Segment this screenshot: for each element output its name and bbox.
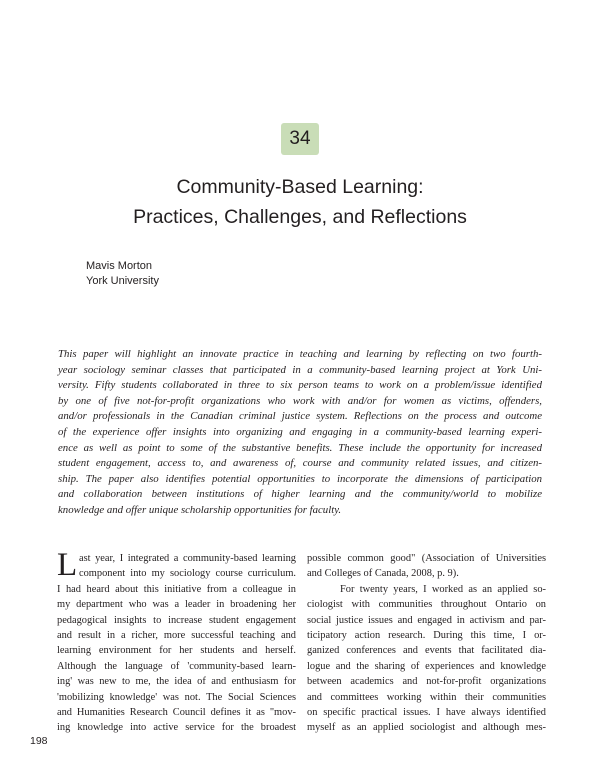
body-line: logue and the sharing of experiences and knowledge (307, 660, 546, 672)
body-line: ing' was new to me, the idea of and enthusiasm for (57, 676, 296, 688)
abstract-line: by one of five not-for-profit organizations who work with and/or for women as victims, offenders, (58, 394, 542, 407)
body-line: ast year, I integrated a community-based learning (79, 553, 296, 564)
abstract-line: and collaboration between institutions of higher learning and the community/world to mobilize (58, 488, 542, 501)
body-line: on specific practical issues. I have always identified (307, 707, 546, 719)
body-line: ing knowledge into active service for the broadest (57, 722, 296, 734)
abstract-line: year sociology seminar classes that participated in a community-based learning project at York Uni- (58, 363, 542, 376)
body-line: For twenty years, I worked as an applied so- (340, 583, 546, 595)
body-line: and Colleges of Canada, 2008, p. 9). (307, 568, 459, 580)
abstract-line: and/or professionals in the Canadian criminal justice system. Reflections on the process and outcome (58, 410, 542, 423)
body-line: Although the language of 'community-based learn- (57, 660, 296, 672)
abstract-line: This paper will highlight an innovate practice in teaching and learning by reflecting on two fourth- (58, 348, 542, 360)
body-line: ganized conferences and events that facilitated dia- (307, 645, 546, 657)
chapter-title (60, 172, 540, 232)
body-line: component into my sociology course curriculum. (79, 568, 296, 580)
page-number: 198 (30, 735, 48, 747)
body-line: I had heard about this initiative from a colleague in (57, 583, 296, 595)
drop-cap: L (57, 547, 78, 583)
author-block (86, 259, 159, 289)
abstract-line: knowledge and offer unique scholarship opportunities for faculty. (58, 503, 342, 516)
chapter-title-line-2: Practices, Challenges, and Reflections (133, 206, 467, 228)
body-line: myself as an applied sociologist and although mes- (307, 722, 546, 734)
body-line: 'mobilizing knowledge' was not. The Social Sciences (57, 691, 296, 703)
abstract-line: student engagement, access to, and awareness of, course and community related issues, and citizen- (58, 457, 542, 470)
body-line: ticipatory action research. During this time, I or- (307, 630, 546, 642)
body-line: my department who was a leader in broadening her (57, 599, 296, 611)
abstract-line: ship. The paper also identifies potential opportunities to incorporate the dimensions of participation (58, 472, 542, 485)
abstract (58, 347, 542, 519)
body-line: social justice issues and engaged in activism and par- (307, 614, 546, 626)
body-line: ciologist with communities throughout Ontario on (307, 599, 546, 611)
body-line: and committees working within their communities (307, 691, 546, 703)
chapter-number-badge (281, 123, 319, 155)
body-line: between academics and not-for-profit organizations (307, 676, 546, 688)
body-line: and Humanities Research Council defines it as "mov- (57, 707, 296, 719)
body-line: and result in a richer, more successful teaching and (57, 630, 296, 642)
abstract-line: ence as well as point to some of the substantive benefits. These include the opportunity for increased (58, 441, 542, 454)
chapter-title-line-1: Community-Based Learning: (176, 176, 424, 198)
body-column-left (57, 547, 296, 736)
body-line: learning environment for her students and herself. (57, 645, 296, 657)
chapter-number: 34 (289, 128, 311, 149)
body-column-right (307, 551, 546, 736)
abstract-line: of the experience offer insights into organizing and engaging in a community-based learning experi- (58, 425, 542, 438)
body-line: pedagogical insights to increase student engagement (57, 614, 296, 626)
body-line: possible common good" (Association of Universities (307, 553, 546, 564)
author-affiliation: York University (86, 275, 159, 287)
author-name: Mavis Morton (86, 260, 153, 272)
abstract-line: versity. Fifty students collaborated in three to six person teams to work on a problem/issue identified (58, 379, 542, 392)
